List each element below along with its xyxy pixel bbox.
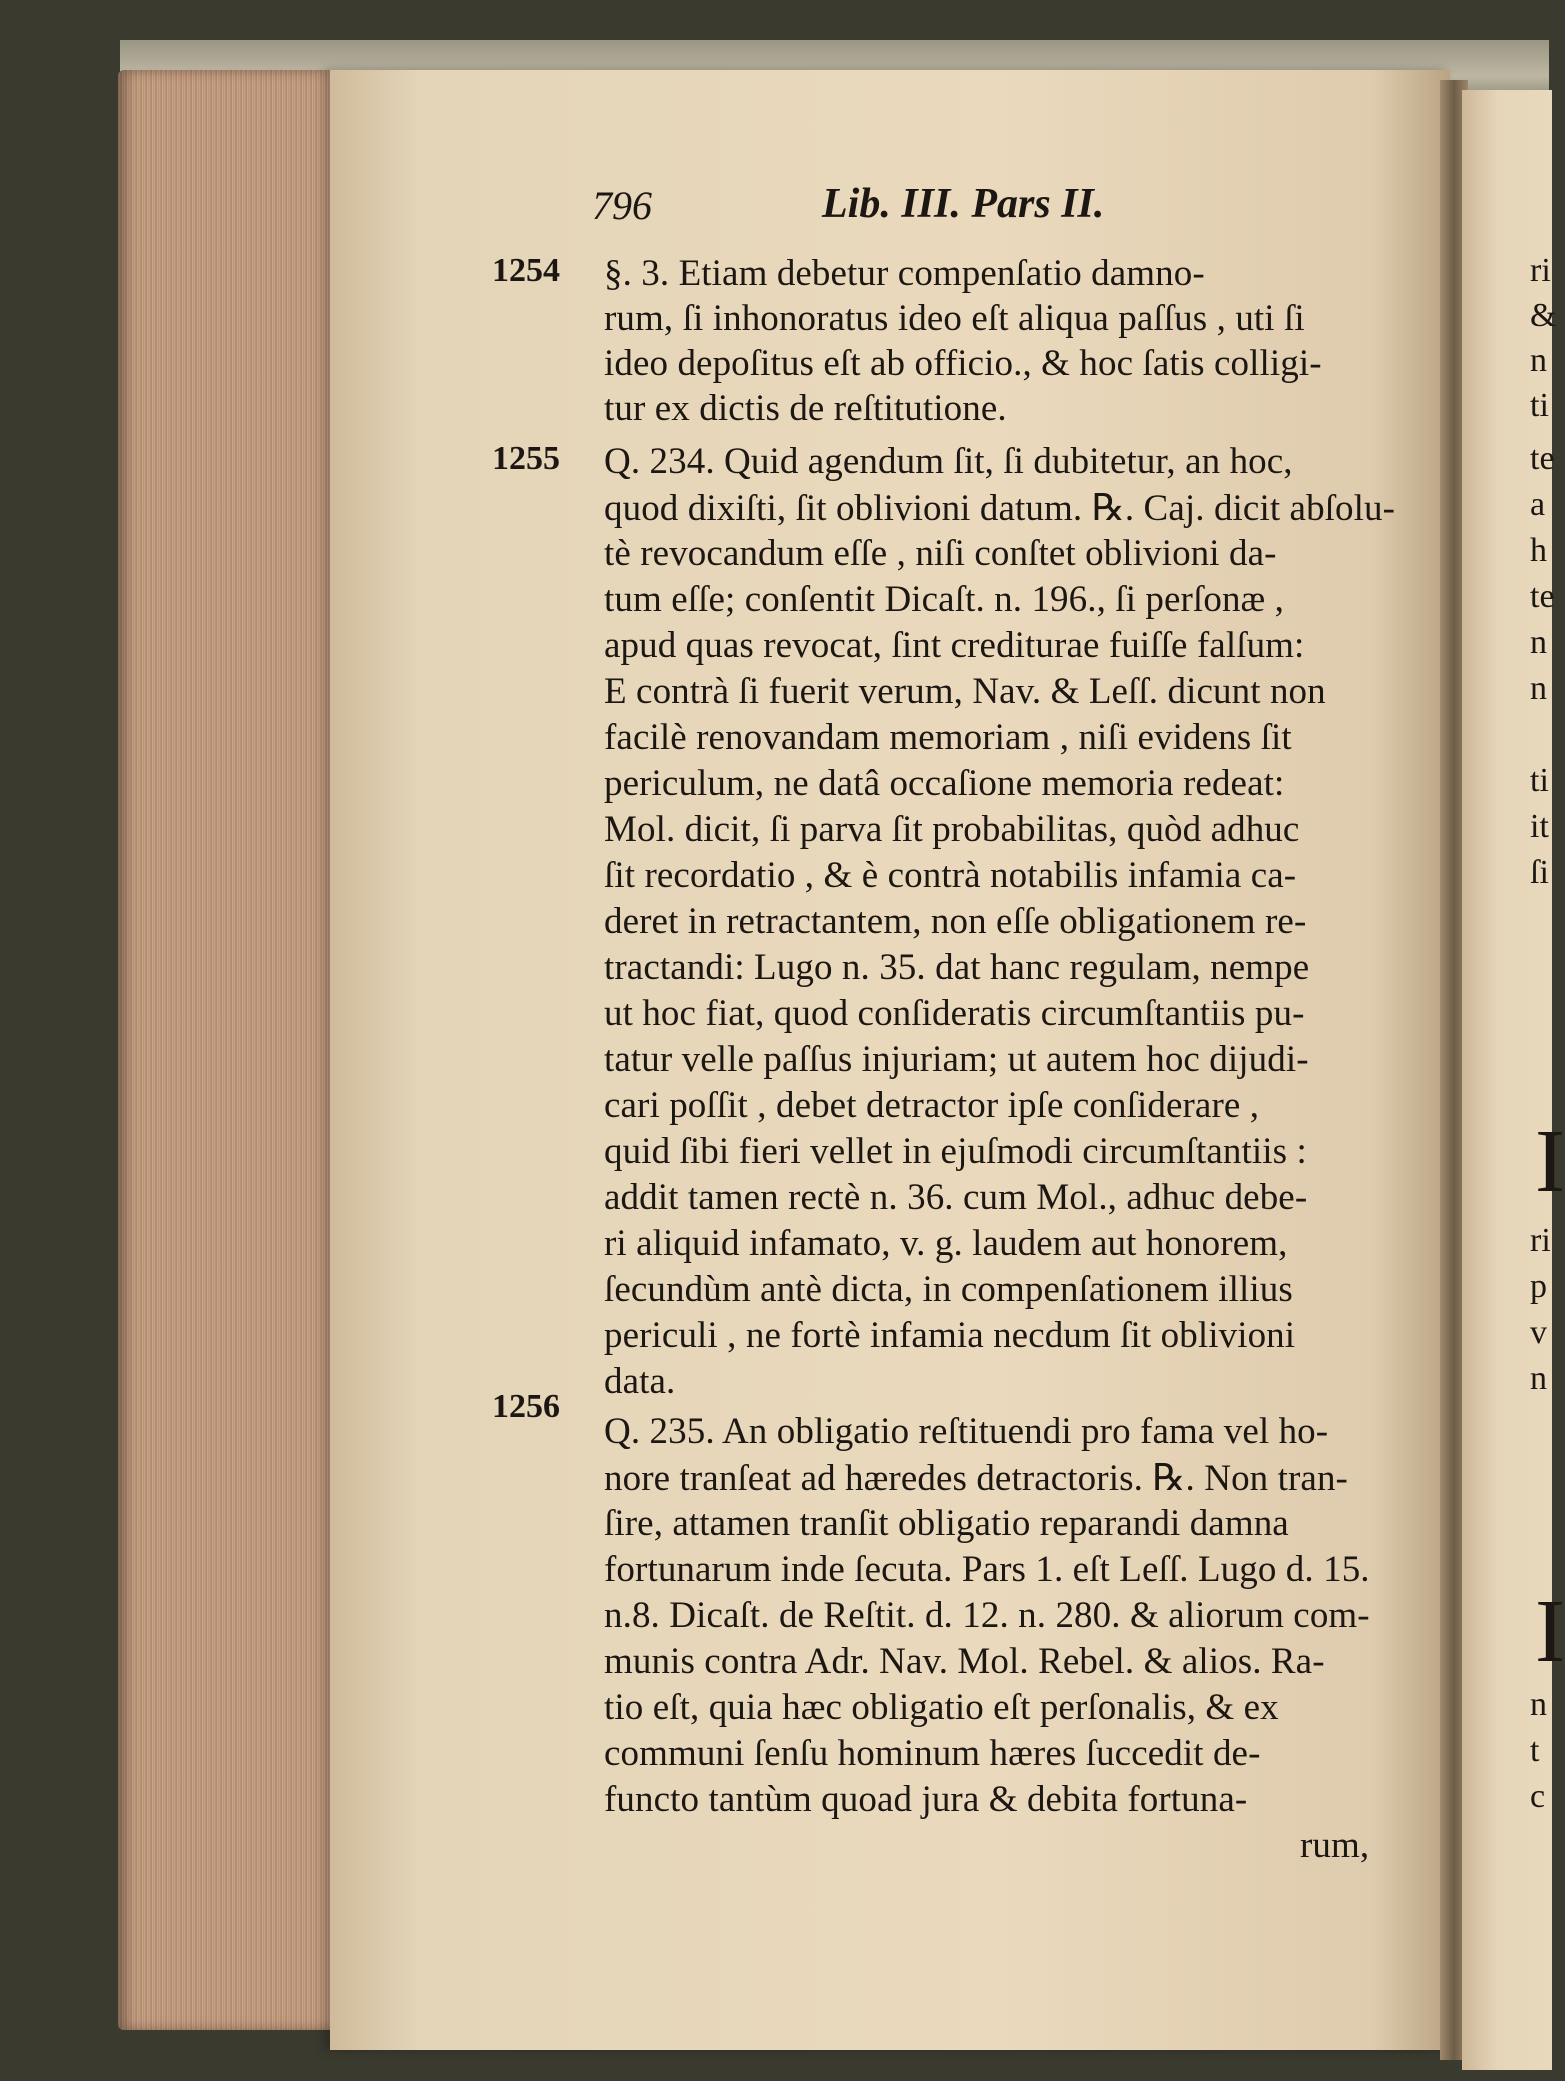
margin-number: 1254 [492, 252, 560, 289]
text-line: tractandi: Lugo n. 35. dat hanc regulam, nempe [604, 947, 1310, 988]
right-page-fragment: n [1530, 1686, 1547, 1723]
text-line: ſit recordatio , & è contrà notabilis infamia ca- [604, 855, 1297, 896]
text-line: cari poſſit , debet detractor ipſe conſiderare , [604, 1085, 1260, 1126]
text-line: tè revocandum eſſe , niſi conſtet oblivioni da- [604, 533, 1277, 574]
right-page-initial: I [1535, 1112, 1565, 1211]
right-page-fragment: n [1530, 670, 1547, 707]
text-line: Mol. dicit, ſi parva ſit probabilitas, quòd adhuc [604, 809, 1300, 850]
right-page-fragment: a [1530, 486, 1546, 523]
right-page-fragment: h [1530, 532, 1547, 569]
text-line: periculi , ne fortè infamia necdum ſit oblivioni [604, 1315, 1296, 1356]
text-line: Q. 234. Quid agendum ſit, ſi dubitetur, an hoc, [604, 441, 1293, 482]
right-page-fragment: p [1530, 1268, 1547, 1305]
text-line: communi ſenſu hominum hæres ſuccedit de- [604, 1733, 1261, 1774]
right-page-fragment: c [1530, 1778, 1546, 1815]
text-line: tur ex dictis de reſtitutione. [604, 388, 1007, 429]
right-page-fragment: te [1530, 440, 1555, 477]
text-line: §. 3. Etiam debetur compenſatio damno- [604, 253, 1205, 294]
text-line: periculum, ne datâ occaſione memoria redeat: [604, 763, 1285, 804]
text-line: ideo depoſitus eſt ab officio., & hoc ſatis colligi- [604, 343, 1322, 384]
text-line: ſire, attamen tranſit obligatio reparandi damna [604, 1503, 1289, 1544]
text-line: tio eſt, quia hæc obligatio eſt perſonalis, & ex [604, 1687, 1279, 1728]
catchword: rum, [1300, 1825, 1370, 1866]
text-line: deret in retractantem, non eſſe obligationem re- [604, 901, 1307, 942]
right-page-fragment: ri [1530, 1222, 1551, 1259]
right-page-fragment: n [1530, 342, 1547, 379]
text-line: facilè renovandam memoriam , niſi evidens ſit [604, 717, 1292, 758]
right-page-fragment: v [1530, 1314, 1547, 1351]
text-line: quid ſibi fieri vellet in ejuſmodi circumſtantiis : [604, 1131, 1307, 1172]
text-line: ri aliquid infamato, v. g. laudem aut honorem, [604, 1223, 1288, 1264]
right-page-fragment: ti [1530, 387, 1549, 424]
right-page-fragment: n [1530, 624, 1547, 661]
text-line: functo tantùm quoad jura & debita fortuna- [604, 1779, 1248, 1820]
text-line: rum, ſi inhonoratus ideo eſt aliqua paſſus , uti ſi [604, 298, 1305, 339]
text-line: addit tamen rectè n. 36. cum Mol., adhuc debe- [604, 1177, 1308, 1218]
text-line: nore tranſeat ad hæredes detractoris. ℞. Non tran- [604, 1458, 1348, 1499]
right-page-fragment: & [1530, 297, 1557, 334]
text-line: data. [604, 1361, 676, 1402]
right-page-fragment: t [1530, 1732, 1540, 1769]
right-page-fragment: ſi [1530, 854, 1549, 891]
right-page-fragment: ti [1530, 762, 1549, 799]
text-line: E contrà ſi fuerit verum, Nav. & Leſſ. dicunt non [604, 671, 1326, 712]
right-page-initial: I [1535, 1582, 1565, 1681]
text-line: Q. 235. An obligatio reſtituendi pro fama vel ho- [604, 1411, 1329, 1452]
text-line: tatur velle paſſus injuriam; ut autem hoc dijudi- [604, 1039, 1309, 1080]
text-line: ut hoc fiat, quod conſideratis circumſtantiis pu- [604, 993, 1305, 1034]
running-title: Lib. III. Pars II. [822, 181, 1105, 227]
margin-number: 1256 [492, 1388, 560, 1425]
text-line: quod dixiſti, ſit oblivioni datum. ℞. Caj. dicit abſolu- [604, 488, 1396, 529]
text-line: ſecundùm antè dicta, in compenſationem illius [604, 1269, 1293, 1310]
text-line: tum eſſe; conſentit Dicaſt. n. 196., ſi perſonæ , [604, 579, 1285, 620]
right-page-fragment: n [1530, 1360, 1547, 1397]
right-page-fragment: ri [1530, 252, 1551, 289]
page-number: 796 [592, 183, 652, 228]
right-page-fragment: te [1530, 578, 1555, 615]
text-line: munis contra Adr. Nav. Mol. Rebel. & alios. Ra- [604, 1641, 1325, 1682]
text-line: fortunarum inde ſecuta. Pars 1. eſt Leſſ. Lugo d. 15. [604, 1549, 1370, 1590]
text-line: apud quas revocat, ſint crediturae fuiſſe falſum: [604, 625, 1305, 666]
margin-number: 1255 [492, 440, 560, 477]
text-line: n.8. Dicaſt. de Reſtit. d. 12. n. 280. & aliorum com- [604, 1595, 1370, 1636]
right-page-fragment: it [1530, 808, 1549, 845]
